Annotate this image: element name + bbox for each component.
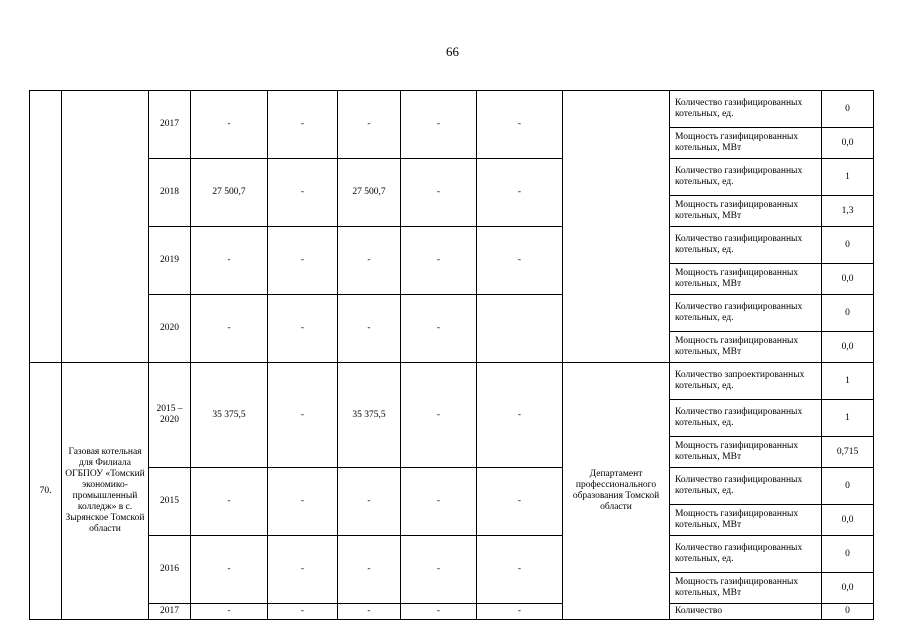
- year-cell: 2015: [149, 468, 191, 536]
- object-name-cell: Газовая котельная для Филиала ОГБПОУ «Томский экономико-промышленный колледж» в с. Зырянское Томской области: [62, 363, 149, 620]
- indicator-value-cell: 0,0: [822, 332, 874, 363]
- page-number: 66: [446, 44, 459, 59]
- indicator-value-cell: 0: [822, 604, 874, 620]
- indicator-name-cell: Мощность газифицированных котельных, МВт: [670, 332, 822, 363]
- indicator-value-cell: 0,0: [822, 505, 874, 536]
- indicator-name-cell: Количество газифицированных котельных, ед.: [670, 227, 822, 264]
- indicator-value-cell: 1: [822, 363, 874, 400]
- total-funding-cell: -: [191, 536, 268, 604]
- indicator-name-cell: Мощность газифицированных котельных, МВт: [670, 573, 822, 604]
- indicator-name-cell: Количество газифицированных котельных, ед.: [670, 468, 822, 505]
- regional-budget-cell: -: [338, 468, 401, 536]
- year-cell: 2020: [149, 295, 191, 363]
- table-row: [30, 536, 874, 573]
- year-cell: 2016: [149, 536, 191, 604]
- regional-budget-cell: -: [338, 295, 401, 363]
- indicator-name-cell: Количество запроектированных котельных, ед.: [670, 363, 822, 400]
- table-row: [30, 159, 874, 196]
- total-funding-cell: 35 375,5: [191, 363, 268, 468]
- regional-budget-cell: 27 500,7: [338, 159, 401, 227]
- total-funding-cell: 27 500,7: [191, 159, 268, 227]
- indicator-value-cell: 0,715: [822, 437, 874, 468]
- other-sources-cell: -: [477, 468, 563, 536]
- indicator-name-cell: Мощность газифицированных котельных, МВт: [670, 264, 822, 295]
- indicator-value-cell: 1: [822, 400, 874, 437]
- regional-budget-cell: -: [338, 536, 401, 604]
- year-cell: 2015 – 2020: [149, 363, 191, 468]
- indicator-value-cell: 0,0: [822, 264, 874, 295]
- indicator-value-cell: 0: [822, 227, 874, 264]
- indicator-name-cell: Мощность газифицированных котельных, МВт: [670, 505, 822, 536]
- local-budget-cell: -: [401, 227, 477, 295]
- year-cell: 2017: [149, 91, 191, 159]
- department-cell: Департамент профессионального образования Томской области: [563, 363, 670, 620]
- table-row: [30, 363, 874, 400]
- indicator-value-cell: 1,3: [822, 196, 874, 227]
- indicator-value-cell: 0: [822, 536, 874, 573]
- indicator-name-cell: Количество: [670, 604, 822, 620]
- indicator-value-cell: 0: [822, 295, 874, 332]
- indicator-value-cell: 0,0: [822, 573, 874, 604]
- federal-budget-cell: -: [268, 604, 338, 620]
- table-row: [30, 468, 874, 505]
- total-funding-cell: -: [191, 468, 268, 536]
- other-sources-cell: [477, 295, 563, 363]
- object-name-cell: [62, 91, 149, 363]
- local-budget-cell: -: [401, 159, 477, 227]
- row-number-cell: 70.: [30, 363, 62, 620]
- department-cell: [563, 91, 670, 363]
- other-sources-cell: -: [477, 536, 563, 604]
- indicator-value-cell: 1: [822, 159, 874, 196]
- regional-budget-cell: -: [338, 227, 401, 295]
- total-funding-cell: -: [191, 227, 268, 295]
- indicator-name-cell: Мощность газифицированных котельных, МВт: [670, 196, 822, 227]
- other-sources-cell: -: [477, 363, 563, 468]
- other-sources-cell: -: [477, 159, 563, 227]
- indicator-name-cell: Количество газифицированных котельных, ед.: [670, 159, 822, 196]
- indicator-name-cell: Мощность газифицированных котельных, МВт: [670, 437, 822, 468]
- local-budget-cell: -: [401, 536, 477, 604]
- total-funding-cell: -: [191, 91, 268, 159]
- indicator-value-cell: 0: [822, 91, 874, 128]
- indicator-name-cell: Количество газифицированных котельных, ед.: [670, 536, 822, 573]
- federal-budget-cell: -: [268, 91, 338, 159]
- other-sources-cell: -: [477, 91, 563, 159]
- federal-budget-cell: -: [268, 468, 338, 536]
- federal-budget-cell: -: [268, 227, 338, 295]
- other-sources-cell: -: [477, 604, 563, 620]
- federal-budget-cell: -: [268, 363, 338, 468]
- total-funding-cell: -: [191, 295, 268, 363]
- federal-budget-cell: -: [268, 159, 338, 227]
- year-cell: 2018: [149, 159, 191, 227]
- regional-budget-cell: 35 375,5: [338, 363, 401, 468]
- program-table: [29, 90, 874, 620]
- indicator-name-cell: Мощность газифицированных котельных, МВт: [670, 128, 822, 159]
- regional-budget-cell: -: [338, 91, 401, 159]
- row-number-cell: [30, 91, 62, 363]
- regional-budget-cell: -: [338, 604, 401, 620]
- year-cell: 2017: [149, 604, 191, 620]
- indicator-name-cell: Количество газифицированных котельных, ед.: [670, 295, 822, 332]
- local-budget-cell: -: [401, 295, 477, 363]
- local-budget-cell: -: [401, 363, 477, 468]
- table-row: [30, 295, 874, 332]
- total-funding-cell: -: [191, 604, 268, 620]
- local-budget-cell: -: [401, 91, 477, 159]
- year-cell: 2019: [149, 227, 191, 295]
- table-row: [30, 227, 874, 264]
- indicator-name-cell: Количество газифицированных котельных, ед.: [670, 91, 822, 128]
- indicator-value-cell: 0: [822, 468, 874, 505]
- local-budget-cell: -: [401, 468, 477, 536]
- table-row: [30, 91, 874, 128]
- table-row: [30, 604, 874, 620]
- indicator-name-cell: Количество газифицированных котельных, ед.: [670, 400, 822, 437]
- federal-budget-cell: -: [268, 295, 338, 363]
- other-sources-cell: -: [477, 227, 563, 295]
- federal-budget-cell: -: [268, 536, 338, 604]
- local-budget-cell: -: [401, 604, 477, 620]
- indicator-value-cell: 0,0: [822, 128, 874, 159]
